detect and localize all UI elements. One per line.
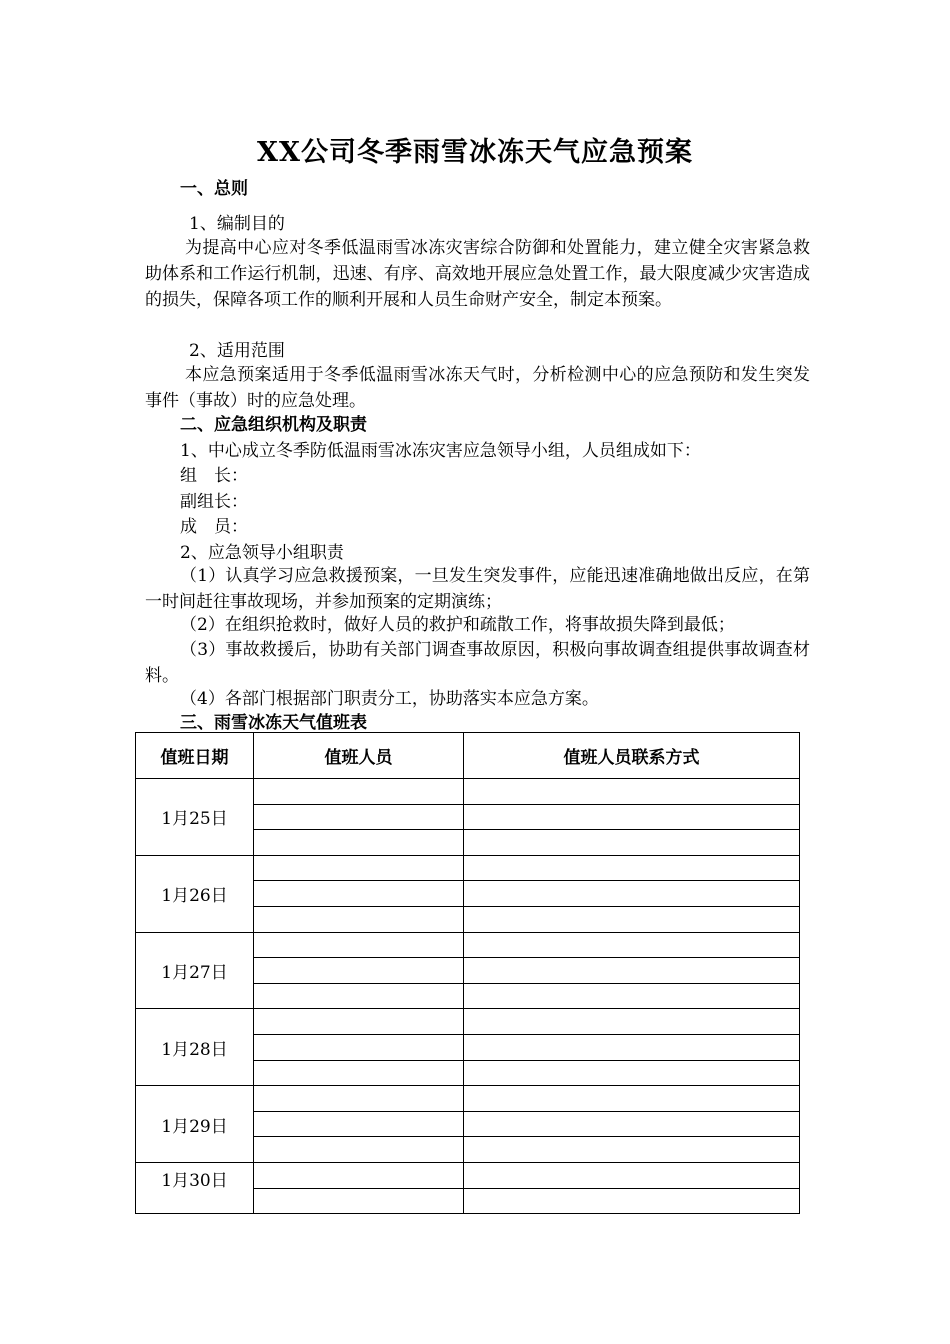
date-cell: 1月30日 [136, 1162, 254, 1213]
staff-cell[interactable] [254, 906, 464, 932]
staff-cell[interactable] [254, 1060, 464, 1086]
paragraph-purpose: 为提高中心应对冬季低温雨雪冰冻灾害综合防御和处置能力，建立健全灾害紧急救助体系和工作运行机制，迅速、有序、高效地开展应急处置工作，最大限度减少灾害造成的损失，保障各项工作的顺利开展和人员生命财产安全，制定本预案。 [145, 238, 810, 310]
table-row [136, 1162, 800, 1188]
table-row [136, 1086, 800, 1112]
staff-cell[interactable] [254, 779, 464, 805]
staff-cell[interactable] [254, 932, 464, 958]
table-row [136, 932, 800, 958]
duty-3: （3）事故救援后，协助有关部门调查事故原因，积极向事故调查组提供事故调查材料。 [145, 640, 810, 686]
staff-cell[interactable] [254, 1188, 464, 1214]
org-item-1: 1、中心成立冬季防低温雨雪冰冻灾害应急领导小组，人员组成如下： [180, 441, 701, 461]
subheading-purpose: 1、编制目的 [189, 214, 285, 234]
org-leader-label: 组 长： [180, 466, 248, 486]
section-heading-duty-table: 三、雨雪冰冻天气值班表 [180, 713, 367, 733]
table-row [136, 855, 800, 881]
staff-cell[interactable] [254, 1034, 464, 1060]
staff-cell[interactable] [254, 1111, 464, 1137]
contact-cell[interactable] [464, 1111, 800, 1137]
date-cell: 1月25日 [136, 779, 254, 856]
contact-cell[interactable] [464, 1034, 800, 1060]
contact-cell[interactable] [464, 881, 800, 907]
document-title: XX公司冬季雨雪冰冻天气应急预案 [257, 137, 693, 168]
org-deputy-label: 副组长： [180, 492, 248, 512]
contact-cell[interactable] [464, 983, 800, 1009]
staff-cell[interactable] [254, 1009, 464, 1035]
org-item-2: 2、应急领导小组职责 [180, 543, 344, 563]
contact-cell[interactable] [464, 779, 800, 805]
column-header-date: 值班日期 [136, 733, 254, 779]
staff-cell[interactable] [254, 1162, 464, 1188]
staff-cell[interactable] [254, 855, 464, 881]
duty-roster-table [135, 732, 800, 1214]
staff-cell[interactable] [254, 958, 464, 984]
section-heading-organization: 二、应急组织机构及职责 [180, 415, 367, 435]
contact-cell[interactable] [464, 1086, 800, 1112]
org-member-label: 成 员： [180, 517, 248, 537]
contact-cell[interactable] [464, 932, 800, 958]
staff-cell[interactable] [254, 804, 464, 830]
contact-cell[interactable] [464, 906, 800, 932]
table-row [136, 779, 800, 805]
duty-2: （2）在组织抢救时，做好人员的救护和疏散工作，将事故损失降到最低； [180, 615, 735, 635]
duty-4: （4）各部门根据部门职责分工，协助落实本应急方案。 [180, 689, 599, 709]
contact-cell[interactable] [464, 1009, 800, 1035]
contact-cell[interactable] [464, 855, 800, 881]
staff-cell[interactable] [254, 1137, 464, 1163]
subheading-scope: 2、适用范围 [189, 341, 285, 361]
section-heading-general: 一、总则 [180, 179, 248, 199]
column-header-contact: 值班人员联系方式 [464, 733, 800, 779]
contact-cell[interactable] [464, 1188, 800, 1214]
column-header-staff: 值班人员 [254, 733, 464, 779]
table-row [136, 1009, 800, 1035]
contact-cell[interactable] [464, 1137, 800, 1163]
date-cell: 1月29日 [136, 1086, 254, 1163]
contact-cell[interactable] [464, 1162, 800, 1188]
date-cell: 1月27日 [136, 932, 254, 1009]
duty-1: （1）认真学习应急救援预案，一旦发生突发事件，应能迅速准确地做出反应，在第一时间赶往事故现场，并参加预案的定期演练； [145, 566, 810, 612]
table-header-row [136, 733, 800, 779]
date-cell: 1月26日 [136, 855, 254, 932]
contact-cell[interactable] [464, 804, 800, 830]
staff-cell[interactable] [254, 830, 464, 856]
contact-cell[interactable] [464, 958, 800, 984]
contact-cell[interactable] [464, 1060, 800, 1086]
contact-cell[interactable] [464, 830, 800, 856]
staff-cell[interactable] [254, 881, 464, 907]
paragraph-scope: 本应急预案适用于冬季低温雨雪冰冻天气时，分析检测中心的应急预防和发生突发事件（事故）时的应急处理。 [145, 365, 810, 411]
date-cell: 1月28日 [136, 1009, 254, 1086]
staff-cell[interactable] [254, 1086, 464, 1112]
staff-cell[interactable] [254, 983, 464, 1009]
